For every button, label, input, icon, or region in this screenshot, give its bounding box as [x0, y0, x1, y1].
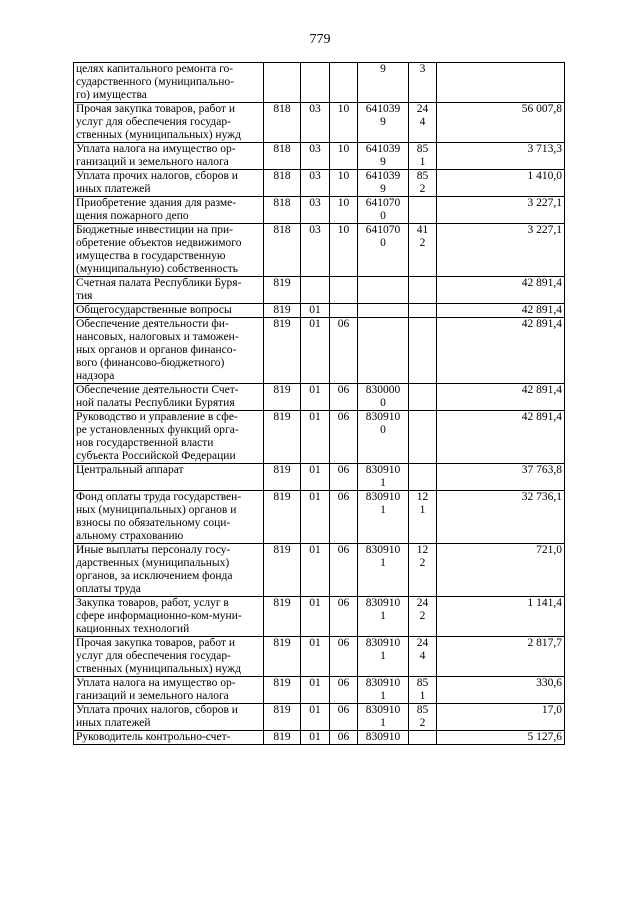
department-code-cell: 819 — [264, 464, 301, 491]
amount-cell: 5 127,6 — [437, 731, 565, 745]
item-name-cell: Центральный аппарат — [74, 464, 264, 491]
table-row — [74, 677, 565, 704]
target-article-cell: 830000 0 — [358, 384, 409, 411]
target-article-cell: 830910 1 — [358, 491, 409, 544]
table-row — [74, 411, 565, 464]
item-name-cell: Приобретение здания для разме- щения пожарного депо — [74, 197, 264, 224]
section-code-cell: 01 — [301, 731, 330, 745]
item-name-cell: Уплата налога на имущество ор- ганизаций и земельного налога — [74, 677, 264, 704]
table-row — [74, 464, 565, 491]
table-body — [74, 63, 565, 745]
item-name-cell: Фонд оплаты труда государствен- ных (муниципальных) органов и взносы по обязательному соци- альному страхованию — [74, 491, 264, 544]
item-name-cell: Уплата прочих налогов, сборов и иных платежей — [74, 170, 264, 197]
amount-cell: 330,6 — [437, 677, 565, 704]
amount-cell: 1 410,0 — [437, 170, 565, 197]
amount-cell: 42 891,4 — [437, 411, 565, 464]
section-code-cell: 03 — [301, 103, 330, 143]
department-code-cell: 819 — [264, 597, 301, 637]
amount-cell: 42 891,4 — [437, 277, 565, 304]
expense-type-cell — [409, 318, 437, 384]
subsection-code-cell: 06 — [330, 677, 358, 704]
target-article-cell: 830910 1 — [358, 544, 409, 597]
item-name-cell: Бюджетные инвестиции на при- обретение объектов недвижимого имущества в государственную (муниципальную) собственность — [74, 224, 264, 277]
target-article-cell: 830910 1 — [358, 637, 409, 677]
department-code-cell: 818 — [264, 170, 301, 197]
department-code-cell: 819 — [264, 704, 301, 731]
subsection-code-cell: 06 — [330, 318, 358, 384]
amount-cell: 32 736,1 — [437, 491, 565, 544]
amount-cell: 3 713,3 — [437, 143, 565, 170]
department-code-cell: 819 — [264, 544, 301, 597]
table-row — [74, 277, 565, 304]
budget-table — [73, 62, 565, 745]
target-article-cell: 830910 1 — [358, 704, 409, 731]
target-article-cell: 641039 9 — [358, 143, 409, 170]
target-article-cell — [358, 277, 409, 304]
section-code-cell: 03 — [301, 197, 330, 224]
section-code-cell: 01 — [301, 318, 330, 384]
expense-type-cell: 24 4 — [409, 637, 437, 677]
department-code-cell: 819 — [264, 637, 301, 677]
expense-type-cell: 85 2 — [409, 170, 437, 197]
section-code-cell: 01 — [301, 464, 330, 491]
amount-cell: 37 763,8 — [437, 464, 565, 491]
target-article-cell: 641070 0 — [358, 197, 409, 224]
target-article-cell: 9 — [358, 63, 409, 103]
department-code-cell: 819 — [264, 304, 301, 318]
table-row — [74, 224, 565, 277]
department-code-cell: 819 — [264, 491, 301, 544]
table-row — [74, 544, 565, 597]
expense-type-cell — [409, 197, 437, 224]
expense-type-cell: 12 1 — [409, 491, 437, 544]
subsection-code-cell: 06 — [330, 544, 358, 597]
department-code-cell: 819 — [264, 384, 301, 411]
subsection-code-cell: 06 — [330, 597, 358, 637]
subsection-code-cell: 10 — [330, 224, 358, 277]
section-code-cell: 01 — [301, 704, 330, 731]
table-row — [74, 731, 565, 745]
table-row — [74, 384, 565, 411]
expense-type-cell — [409, 411, 437, 464]
section-code-cell: 01 — [301, 304, 330, 318]
section-code-cell — [301, 277, 330, 304]
table-row — [74, 318, 565, 384]
amount-cell: 56 007,8 — [437, 103, 565, 143]
table-row — [74, 197, 565, 224]
subsection-code-cell: 06 — [330, 411, 358, 464]
target-article-cell: 830910 1 — [358, 597, 409, 637]
subsection-code-cell: 06 — [330, 731, 358, 745]
department-code-cell: 819 — [264, 677, 301, 704]
subsection-code-cell: 10 — [330, 197, 358, 224]
target-article-cell: 830910 — [358, 731, 409, 745]
table-row — [74, 304, 565, 318]
subsection-code-cell: 06 — [330, 464, 358, 491]
amount-cell: 42 891,4 — [437, 384, 565, 411]
department-code-cell: 819 — [264, 277, 301, 304]
expense-type-cell: 12 2 — [409, 544, 437, 597]
subsection-code-cell: 10 — [330, 170, 358, 197]
subsection-code-cell: 10 — [330, 143, 358, 170]
department-code-cell: 818 — [264, 103, 301, 143]
target-article-cell — [358, 318, 409, 384]
table-row — [74, 597, 565, 637]
subsection-code-cell: 06 — [330, 637, 358, 677]
item-name-cell: Обеспечение деятельности Счет- ной палаты Республики Бурятия — [74, 384, 264, 411]
department-code-cell: 819 — [264, 318, 301, 384]
department-code-cell — [264, 63, 301, 103]
expense-type-cell: 85 1 — [409, 143, 437, 170]
target-article-cell: 830910 0 — [358, 411, 409, 464]
department-code-cell: 818 — [264, 224, 301, 277]
subsection-code-cell — [330, 304, 358, 318]
expense-type-cell — [409, 277, 437, 304]
expense-type-cell — [409, 304, 437, 318]
table-row — [74, 637, 565, 677]
section-code-cell: 01 — [301, 544, 330, 597]
expense-type-cell: 3 — [409, 63, 437, 103]
department-code-cell: 818 — [264, 197, 301, 224]
subsection-code-cell: 06 — [330, 384, 358, 411]
item-name-cell: Прочая закупка товаров, работ и услуг для обеспечения государ- ственных (муниципальных) нужд — [74, 637, 264, 677]
item-name-cell: Уплата налога на имущество ор- ганизаций и земельного налога — [74, 143, 264, 170]
subsection-code-cell: 06 — [330, 491, 358, 544]
amount-cell — [437, 63, 565, 103]
target-article-cell: 641039 9 — [358, 103, 409, 143]
target-article-cell: 641070 0 — [358, 224, 409, 277]
item-name-cell: Обеспечение деятельности фи- нансовых, налоговых и таможен- ных органов и органов финансо- вого (финансово-бюджетного) надзора — [74, 318, 264, 384]
table-row — [74, 170, 565, 197]
expense-type-cell: 24 2 — [409, 597, 437, 637]
subsection-code-cell — [330, 277, 358, 304]
table-row — [74, 63, 565, 103]
table-row — [74, 491, 565, 544]
subsection-code-cell: 06 — [330, 704, 358, 731]
table-row — [74, 103, 565, 143]
amount-cell: 721,0 — [437, 544, 565, 597]
table-row — [74, 704, 565, 731]
item-name-cell: целях капитального ремонта го- сударственного (муниципально- го) имущества — [74, 63, 264, 103]
expense-type-cell — [409, 731, 437, 745]
target-article-cell — [358, 304, 409, 318]
department-code-cell: 819 — [264, 411, 301, 464]
item-name-cell: Руководитель контрольно-счет- — [74, 731, 264, 745]
section-code-cell: 03 — [301, 143, 330, 170]
amount-cell: 2 817,7 — [437, 637, 565, 677]
page-number: 779 — [309, 32, 331, 47]
section-code-cell: 03 — [301, 170, 330, 197]
expense-type-cell: 24 4 — [409, 103, 437, 143]
item-name-cell: Закупка товаров, работ, услуг в сфере информационно-ком-муни- кационных технологий — [74, 597, 264, 637]
expense-type-cell — [409, 384, 437, 411]
subsection-code-cell — [330, 63, 358, 103]
expense-type-cell: 85 2 — [409, 704, 437, 731]
item-name-cell: Общегосударственные вопросы — [74, 304, 264, 318]
item-name-cell: Счетная палата Республики Буря- тия — [74, 277, 264, 304]
section-code-cell: 01 — [301, 637, 330, 677]
amount-cell: 42 891,4 — [437, 304, 565, 318]
section-code-cell: 01 — [301, 677, 330, 704]
item-name-cell: Руководство и управление в сфе- ре установленных функций орга- нов государственной власти субъекта Российской Федерации — [74, 411, 264, 464]
amount-cell: 3 227,1 — [437, 224, 565, 277]
department-code-cell: 818 — [264, 143, 301, 170]
item-name-cell: Иные выплаты персоналу госу- дарственных (муниципальных) органов, за исключением фонда оплаты труда — [74, 544, 264, 597]
target-article-cell: 830910 1 — [358, 464, 409, 491]
department-code-cell: 819 — [264, 731, 301, 745]
amount-cell: 1 141,4 — [437, 597, 565, 637]
section-code-cell: 01 — [301, 411, 330, 464]
subsection-code-cell: 10 — [330, 103, 358, 143]
section-code-cell: 03 — [301, 224, 330, 277]
section-code-cell — [301, 63, 330, 103]
target-article-cell: 641039 9 — [358, 170, 409, 197]
expense-type-cell: 85 1 — [409, 677, 437, 704]
item-name-cell: Прочая закупка товаров, работ и услуг для обеспечения государ- ственных (муниципальных) нужд — [74, 103, 264, 143]
section-code-cell: 01 — [301, 597, 330, 637]
target-article-cell: 830910 1 — [358, 677, 409, 704]
expense-type-cell — [409, 464, 437, 491]
section-code-cell: 01 — [301, 491, 330, 544]
table-row — [74, 143, 565, 170]
amount-cell: 3 227,1 — [437, 197, 565, 224]
expense-type-cell: 41 2 — [409, 224, 437, 277]
amount-cell: 42 891,4 — [437, 318, 565, 384]
item-name-cell: Уплата прочих налогов, сборов и иных платежей — [74, 704, 264, 731]
amount-cell: 17,0 — [437, 704, 565, 731]
section-code-cell: 01 — [301, 384, 330, 411]
